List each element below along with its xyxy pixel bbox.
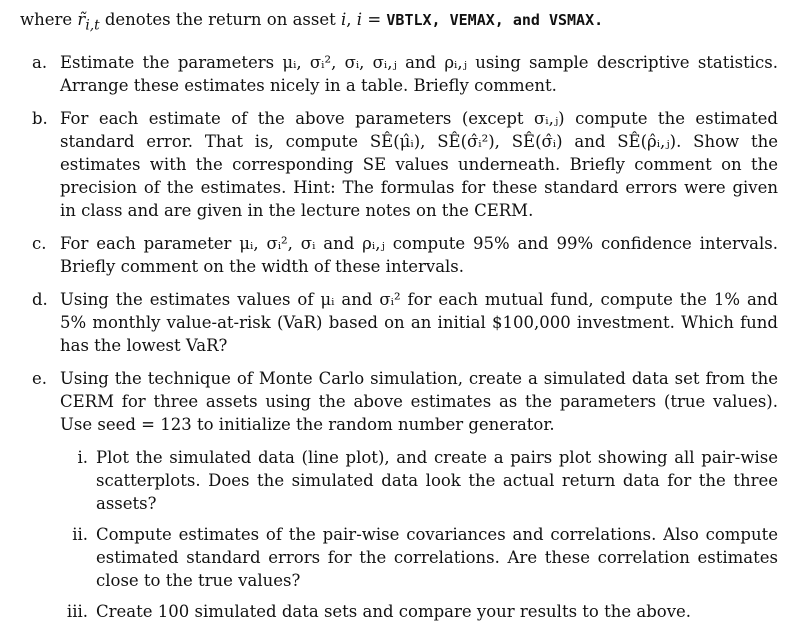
intro-text-mid: denotes the return on asset	[99, 10, 342, 29]
asset-var: i	[341, 10, 347, 29]
question-item-b	[20, 107, 778, 222]
equals-sign: =	[362, 10, 387, 29]
item-marker: b.	[32, 109, 48, 129]
sub-item-marker: ii.	[72, 525, 88, 545]
item-text: Using the estimates values of μᵢ and σᵢ² for each mutual fund, compute the 1% and 5% monthly value-at-risk (VaR) based on an initial $100,000 investment. Which fund has the lowest VaR?	[60, 290, 778, 356]
sub-question-list	[60, 446, 778, 623]
sub-item-text: Create 100 simulated data sets and compare your results to the above.	[96, 602, 692, 622]
return-subscript: i,t	[85, 17, 100, 34]
item-marker: e.	[32, 369, 48, 389]
item-marker: c.	[32, 234, 47, 254]
item-text: Using the technique of Monte Carlo simulation, create a simulated data set from the CERM for three assets using the above estimates as the parameters (true values). Use seed = 123 to initialize the random number generator.	[60, 369, 778, 435]
item-text: For each estimate of the above parameters (except σᵢ,ⱼ) compute the estimated standard error. That is, compute SÊ(μ̂ᵢ), SÊ(σ̂ᵢ²), SÊ(σ̂ᵢ) and SÊ(ρ̂ᵢ,ⱼ). Show the estimates with the corresponding SE values underneath. Briefly comment on the precision of the estimates. Hint: The formulas for these standard errors were given in class and are given in the lecture notes on the CERM.	[60, 109, 778, 221]
sub-question-i	[60, 446, 778, 515]
item-text: Estimate the parameters μᵢ, σᵢ², σᵢ, σᵢ,ⱼ and ρᵢ,ⱼ using sample descriptive statistics. Arrange these estimates nicely in a table. Briefly comment.	[60, 53, 778, 96]
item-marker: d.	[32, 290, 48, 310]
sub-item-text: Plot the simulated data (line plot), and create a pairs plot showing all pair-wise scatterplots. Does the simulated data look the actual return data for the three assets?	[96, 448, 778, 514]
intro-sep: ,	[346, 10, 357, 29]
item-marker: a.	[32, 53, 48, 73]
question-item-c	[20, 232, 778, 278]
asset-var-2: i	[356, 10, 363, 29]
question-item-d	[20, 288, 778, 357]
intro-paragraph	[20, 8, 778, 37]
sub-question-iii	[60, 600, 778, 623]
sub-item-marker: i.	[77, 448, 88, 468]
item-text: For each parameter μᵢ, σᵢ², σᵢ and ρᵢ,ⱼ compute 95% and 99% confidence intervals. Briefly comment on the width of these intervals.	[60, 234, 778, 277]
question-item-a	[20, 51, 778, 97]
sub-item-marker: iii.	[66, 602, 88, 622]
sub-item-text: Compute estimates of the pair-wise covariances and correlations. Also compute estimated standard errors for the correlations. Are these correlation estimates close to the true values?	[96, 525, 778, 591]
question-item-e	[20, 367, 778, 623]
return-symbol: r̃	[77, 10, 86, 29]
sub-question-ii	[60, 523, 778, 592]
intro-text-before: where	[20, 10, 78, 29]
asset-list: VBTLX, VEMAX, and VSMAX.	[386, 11, 604, 29]
question-list	[20, 51, 778, 623]
